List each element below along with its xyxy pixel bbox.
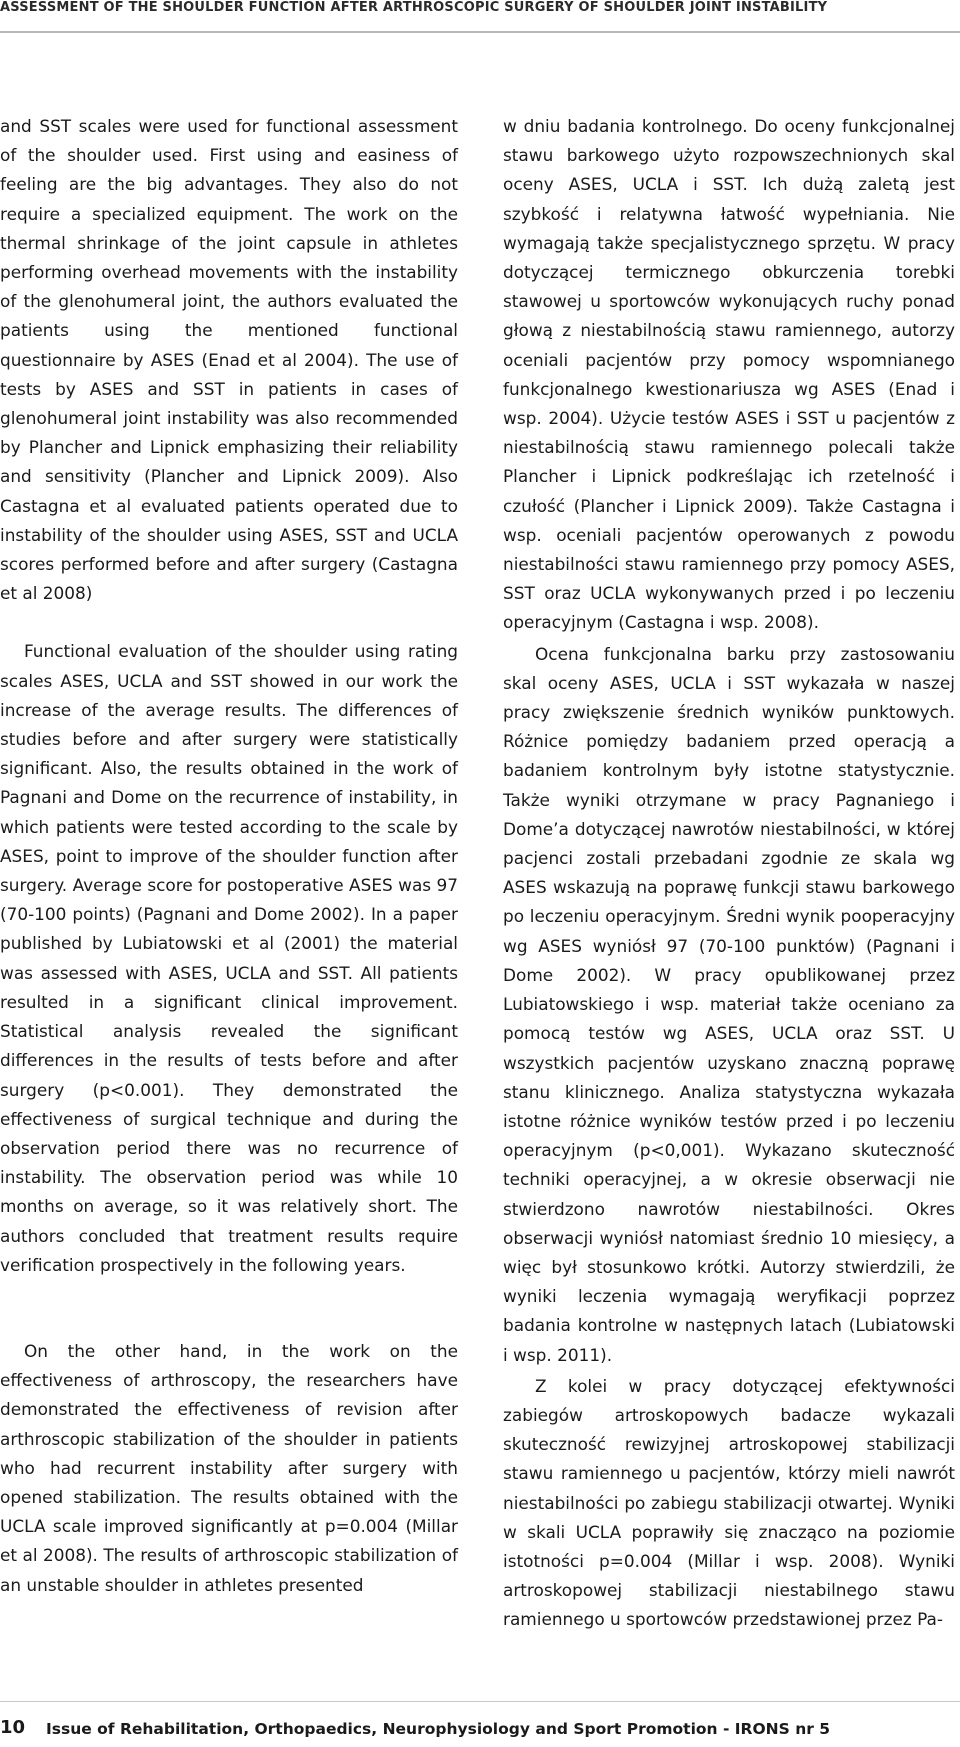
polish-paragraph-3: Z kolei w pracy dotyczącej efektywności zabiegów artroskopowych badacze wykazali skuteczność rewizyjnej artroskopowej stabilizacji stawu ramiennego u pacjentów, którzy mieli nawrót niestabilności po zabiegu stabilizacji otwartej. Wyniki w skali UCLA poprawiły się znacząco na poziomie istotności p=0.004 (Millar i wsp. 2008). Wyniki artroskopowej stabilizacji niestabilnego stawu ramiennego u sportowców przedstawionej przez Pa- [503,1375,955,1630]
polish-column [503,112,955,1635]
english-paragraph-3: On the other hand, in the work on the effectiveness of arthroscopy, the researchers have demonstrated the effectiveness of revision after arthroscopic stabilization of the shoulder in patients who had recurrent instability after surgery with opened stabilization. The results obtained with the UCLA scale improved significantly at p=0.004 (Millar et al 2008). The results of arthroscopic stabilization of an unstable shoulder in athletes presented [0,1340,458,1595]
running-head: ASSESSMENT OF THE SHOULDER FUNCTION AFTER ARTHROSCOPIC SURGERY OF SHOULDER JOINT INSTABILITY [0,0,828,15]
english-paragraph-1: and SST scales were used for functional assessment of the shoulder used. First using and easiness of feeling are the big advantages. They also do not require a specialized equipment. The work on the thermal shrinkage of the joint capsule in athletes performing overhead movements with the instability of the glenohumeral joint, the authors evaluated the patients using the mentioned functional questionnaire by ASES (Enad et al 2004). The use of tests by ASES and SST in patients in cases of glenohumeral joint instability was also recommended by Plancher and Lipnick emphasizing their reliability and sensitivity (Plancher and Lipnick 2009). Also Castagna et al evaluated patients operated due to instability of the shoulder using ASES, SST and UCLA scores performed before and after surgery (Castagna et al 2008) [0,116,458,604]
polish-paragraph-1: w dniu badania kontrolnego. Do oceny funkcjonalnej stawu barkowego użyto rozpowszechnionych skal oceny ASES, UCLA i SST. Ich dużą zaletą jest szybkość i relatywna łatwość wypełniania. Nie wymagają także specjalistycznego sprzętu. W pracy dotyczącej termicznego obkurczenia torebki stawowej u sportowców wykonujących ruchy ponad głową z niestabilnością stawu ramiennego, autorzy oceniali pacjentów przy pomocy wspomnianego funkcjonalnego kwestionariusza wg ASES (Enad i wsp. 2004). Użycie testów ASES i SST u pacjentów z niestabilnością stawu ramiennego polecali także Plancher i Lipnick podkreślając ich rzetelność i czułość (Plancher i Lipnick 2009). Także Castagna i wsp. oceniali pacjentów operowanych z powodu niestabilności stawu ramiennego przy pomocy ASES, SST oraz UCLA wykonywanych przed i po leczeniu operacyjnym (Castagna i wsp. 2008). [503,116,955,633]
english-column [0,112,458,1600]
page-number: 10 [0,1717,26,1738]
english-paragraph-2: Functional evaluation of the shoulder using rating scales ASES, UCLA and SST showed in our work the increase of the average results. The differences of studies before and after surgery were statistically significant. Also, the results obtained in the work of Pagnani and Dome on the recurrence of instability, in which patients were tested according to the scale by ASES, point to improve of the shoulder function after surgery. Average score for postoperative ASES was 97 (70-100 points) (Pagnani and Dome 2002). In a paper published by Lubiatowski et al (2001) the material was assessed with ASES, UCLA and SST. All patients resulted in a significant clinical improvement. Statistical analysis revealed the significant differences in the results of tests before and after surgery (p<0.001). They demonstrated the effectiveness of surgical technique and during the observation period there was no recurrence of instability. The observation period was while 10 months on average, so it was relatively short. The authors concluded that treatment results require verification prospectively in the following years. [0,641,458,1275]
header-divider [0,31,960,33]
polish-paragraph-2: Ocena funkcjonalna barku przy zastosowaniu skal oceny ASES, UCLA i SST wykazała w naszej pracy zwiększenie średnich wyników punktowych. Różnice pomiędzy badaniem przed operacją a badaniem kontrolnym były istotne statystycznie. Także wyniki otrzymane w pracy Pagnaniego i Dome’a dotyczącej nawrotów niestabilności, w której pacjenci zostali przebadani zgodnie ze skala wg ASES wskazują na poprawę funkcji stawu barkowego po leczeniu operacyjnym. Średni wynik pooperacyjny wg ASES wyniósł 97 (70-100 punktów) (Pagnani i Dome 2002). W pracy opublikowanej przez Lubiatowskiego i wsp. materiał także oceniano za pomocą testów wg ASES, UCLA oraz SST. U wszystkich pacjentów uzyskano znaczną poprawę stanu klinicznego. Analiza statystyczna wykazała istotne różnice wyników testów przed i po leczeniu operacyjnym (p<0,001). Wykazano skuteczność techniki operacyjnej, a w okresie obserwacji nie stwierdzono nawrotów niestabilności. Okres obserwacji wyniósł natomiast średnio 10 miesięcy, a więc był stosunkowo krótki. Autorzy stwierdzili, że wyniki leczenia wymagają weryfikacji poprzez badania kontrolne w następnych latach (Lubiatowski i wsp. 2011). [503,643,955,1365]
journal-title: Issue of Rehabilitation, Orthopaedics, Neurophysiology and Sport Promotion - IRONS nr 5 [46,1720,831,1738]
footer-divider [0,1701,960,1702]
